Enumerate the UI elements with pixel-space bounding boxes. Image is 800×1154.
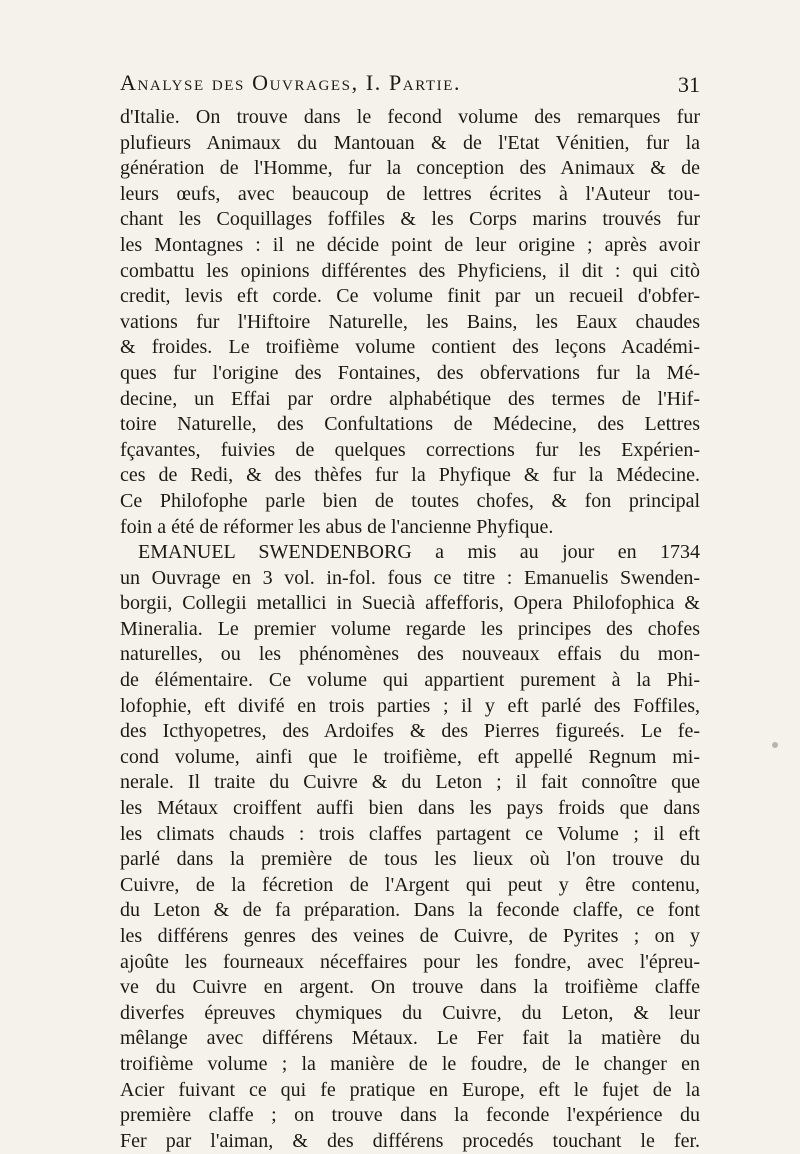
text-line: du Leton & de fa préparation. Dans la feconde claffe, ce font bbox=[120, 899, 700, 922]
text-line: fçavantes, fuivies de quelques corrections fur les Expérien- bbox=[120, 438, 700, 461]
text-line: troifième volume ; la manière de le foudre, de le changer en bbox=[120, 1052, 700, 1075]
text-line: de élémentaire. Ce volume qui appartient purement à la Phi- bbox=[120, 669, 700, 692]
running-head-title: Analyse des Ouvrages, I. Partie. bbox=[120, 70, 462, 95]
text-line: ajoûte les fourneaux néceffaires pour les fondre, avec l'épreu- bbox=[120, 950, 700, 973]
text-line: un Ouvrage en 3 vol. in-fol. fous ce titre : Emanuelis Swenden- bbox=[120, 566, 700, 589]
text-line: chant les Coquillages foffiles & les Corps marins trouvés fur bbox=[120, 208, 700, 231]
text-line: cond volume, ainfi que le troifième, eft appellé Regnum mi- bbox=[120, 745, 700, 768]
text-line: Mineralia. Le premier volume regarde les principes des chofes bbox=[120, 617, 700, 640]
text-line: combattu les opinions différentes des Phyficiens, il dit : qui citò bbox=[120, 259, 700, 282]
text-line: les climats chauds : trois claffes partagent ce Volume ; il eft bbox=[120, 822, 700, 845]
ink-speck bbox=[772, 742, 778, 748]
text-line: EMANUEL SWENDENBORG a mis au jour en 1734 bbox=[138, 541, 700, 564]
text-line: nerale. Il traite du Cuivre & du Leton ; il fait connoître que bbox=[120, 771, 700, 794]
text-line: lofophie, eft divifé en trois parties ; il y eft parlé des Foffiles, bbox=[120, 694, 700, 717]
text-line: mêlange avec différens Métaux. Le Fer fait la matière du bbox=[120, 1027, 700, 1050]
text-line: les Montagnes : il ne décide point de leur origine ; après avoir bbox=[120, 233, 700, 256]
text-line: des Icthyopetres, des Ardoifes & des Pierres figureés. Le fe- bbox=[120, 720, 700, 743]
text-line: d'Italie. On trouve dans le fecond volume des remarques fur bbox=[120, 106, 700, 128]
running-head bbox=[120, 70, 700, 104]
text-line: génération de l'Homme, fur la conception des Animaux & de bbox=[120, 157, 700, 180]
text-line: les Métaux croiffent auffi bien dans les pays froids que dans bbox=[120, 797, 700, 820]
text-line: Cuivre, de la fécretion de l'Argent qui peut y être contenu, bbox=[120, 873, 700, 896]
text-line: plufieurs Animaux du Mantouan & de l'Etat Vénitien, fur la bbox=[120, 131, 700, 154]
body-text bbox=[120, 105, 700, 1154]
text-line: première claffe ; on trouve dans la feconde l'expérience du bbox=[120, 1104, 700, 1127]
page-number: 31 bbox=[678, 72, 700, 97]
text-line: parlé dans la première de tous les lieux où l'on trouve du bbox=[120, 848, 700, 871]
text-line: naturelles, ou les phénomènes des nouveaux effais du mon- bbox=[120, 643, 700, 666]
text-line: foin a été de réformer les abus de l'ancienne Phyfique. bbox=[120, 515, 554, 538]
text-line: Fer par l'aiman, & des différens procedés touchant le fer. bbox=[120, 1129, 700, 1152]
text-line: Ce Philofophe parle bien de toutes chofes, & fon principal bbox=[120, 489, 700, 512]
text-line: vations fur l'Hiftoire Naturelle, les Bains, les Eaux chaudes bbox=[120, 310, 700, 333]
text-line: les différens genres des veines de Cuivre, de Pyrites ; on y bbox=[120, 925, 700, 947]
text-line: & froides. Le troifième volume contient des leçons Académi- bbox=[120, 336, 700, 359]
text-line: ques fur l'origine des Fontaines, des obfervations fur la Mé- bbox=[120, 361, 700, 384]
text-line: toire Naturelle, des Confultations de Médecine, des Lettres bbox=[120, 413, 700, 436]
text-line: Acier fuivant ce qui fe pratique en Europe, eft le fujet de la bbox=[120, 1078, 700, 1101]
text-line: diverfes épreuves chymiques du Cuivre, du Leton, & leur bbox=[120, 1001, 700, 1024]
text-line: ve du Cuivre en argent. On trouve dans la troifième claffe bbox=[120, 976, 700, 999]
text-line: decine, un Effai par ordre alphabétique des termes de l'Hif- bbox=[120, 387, 700, 410]
text-line: credit, levis eft corde. Ce volume finit par un recueil d'obfer- bbox=[120, 285, 700, 308]
text-line: ces de Redi, & des thèfes fur la Phyfique & fur la Médecine. bbox=[120, 464, 700, 487]
text-line: leurs œufs, avec beaucoup de lettres écrites à l'Auteur tou- bbox=[120, 182, 700, 205]
text-line: borgii, Collegii metallici in Suecià affefforis, Opera Philofophica & bbox=[120, 592, 700, 615]
